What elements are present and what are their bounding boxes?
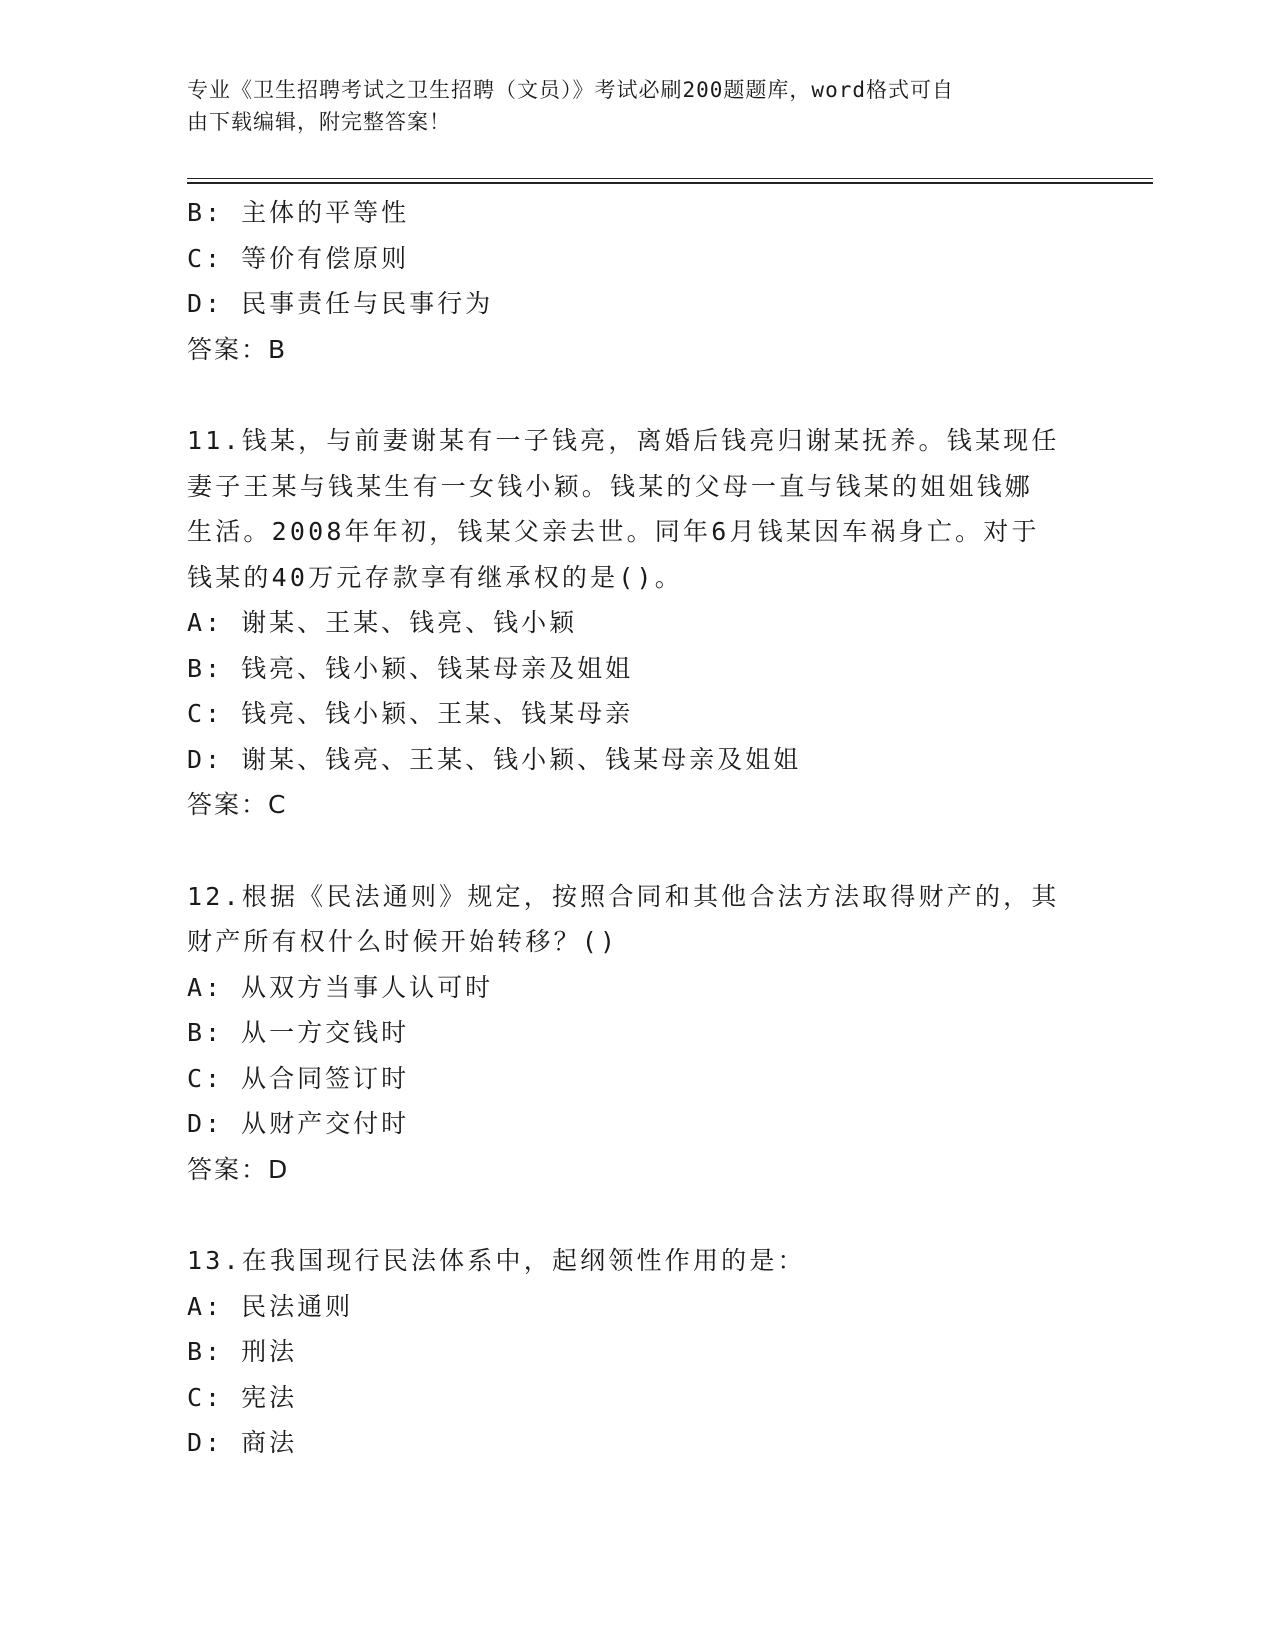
option-c: C: 钱亮、钱小颖、王某、钱某母亲 xyxy=(187,699,634,728)
option-a: A: 谢某、王某、钱亮、钱小颖 xyxy=(187,608,578,637)
question-stem xyxy=(187,1238,1087,1284)
stem-line: 妻子王某与钱某生有一女钱小颖。钱某的父母一直与钱某的姐姐钱娜 xyxy=(187,471,1034,501)
option-c: C: 宪法 xyxy=(187,1382,298,1412)
header-divider-thin xyxy=(187,178,1153,179)
question-12 xyxy=(187,874,1087,1193)
answer-line: 答案：D xyxy=(187,1154,290,1184)
question-13 xyxy=(187,1238,1087,1466)
option-d: D: 从财产交付时 xyxy=(187,1109,410,1138)
question-stem xyxy=(187,418,1087,600)
question-stem xyxy=(187,874,1087,965)
option-c: C: 从合同签订时 xyxy=(187,1063,410,1093)
option-d: D: 商法 xyxy=(187,1428,298,1457)
stem-line: 11.钱某，与前妻谢某有一子钱亮，离婚后钱亮归谢某抚养。钱某现任 xyxy=(187,426,1060,455)
stem-line: 财产所有权什么时候开始转移？() xyxy=(187,927,619,956)
header-line-1: 专业《卫生招聘考试之卫生招聘（文员）》考试必刷200题题库，word格式可自 xyxy=(187,78,954,102)
option-b: B: 钱亮、钱小颖、钱某母亲及姐姐 xyxy=(187,653,634,683)
stem-line: 12.根据《民法通则》规定，按照合同和其他合法方法取得财产的，其 xyxy=(187,881,1060,911)
document-body xyxy=(187,190,1087,1466)
stem-line: 钱某的40万元存款享有继承权的是()。 xyxy=(187,562,684,592)
option-d: D: 民事责任与民事行为 xyxy=(187,289,494,318)
question-fragment xyxy=(187,190,1087,372)
stem-line: 13.在我国现行民法体系中，起纲领性作用的是： xyxy=(187,1246,806,1275)
question-11 xyxy=(187,418,1087,828)
answer-line: 答案：C xyxy=(187,790,288,819)
header-divider-thick xyxy=(187,182,1153,184)
answer-line: 答案：B xyxy=(187,334,288,364)
document-header xyxy=(187,74,1067,138)
option-a: A: 民法通则 xyxy=(187,1291,354,1321)
option-b: B: 主体的平等性 xyxy=(187,198,410,227)
header-line-2: 由下载编辑，附完整答案！ xyxy=(187,110,451,134)
stem-line: 生活。2008年年初，钱某父亲去世。同年6月钱某因车祸身亡。对于 xyxy=(187,517,1040,546)
option-b: B: 刑法 xyxy=(187,1337,298,1366)
option-b: B: 从一方交钱时 xyxy=(187,1018,410,1047)
option-a: A: 从双方当事人认可时 xyxy=(187,972,494,1002)
option-d: D: 谢某、钱亮、王某、钱小颖、钱某母亲及姐姐 xyxy=(187,744,802,774)
option-c: C: 等价有偿原则 xyxy=(187,243,410,273)
